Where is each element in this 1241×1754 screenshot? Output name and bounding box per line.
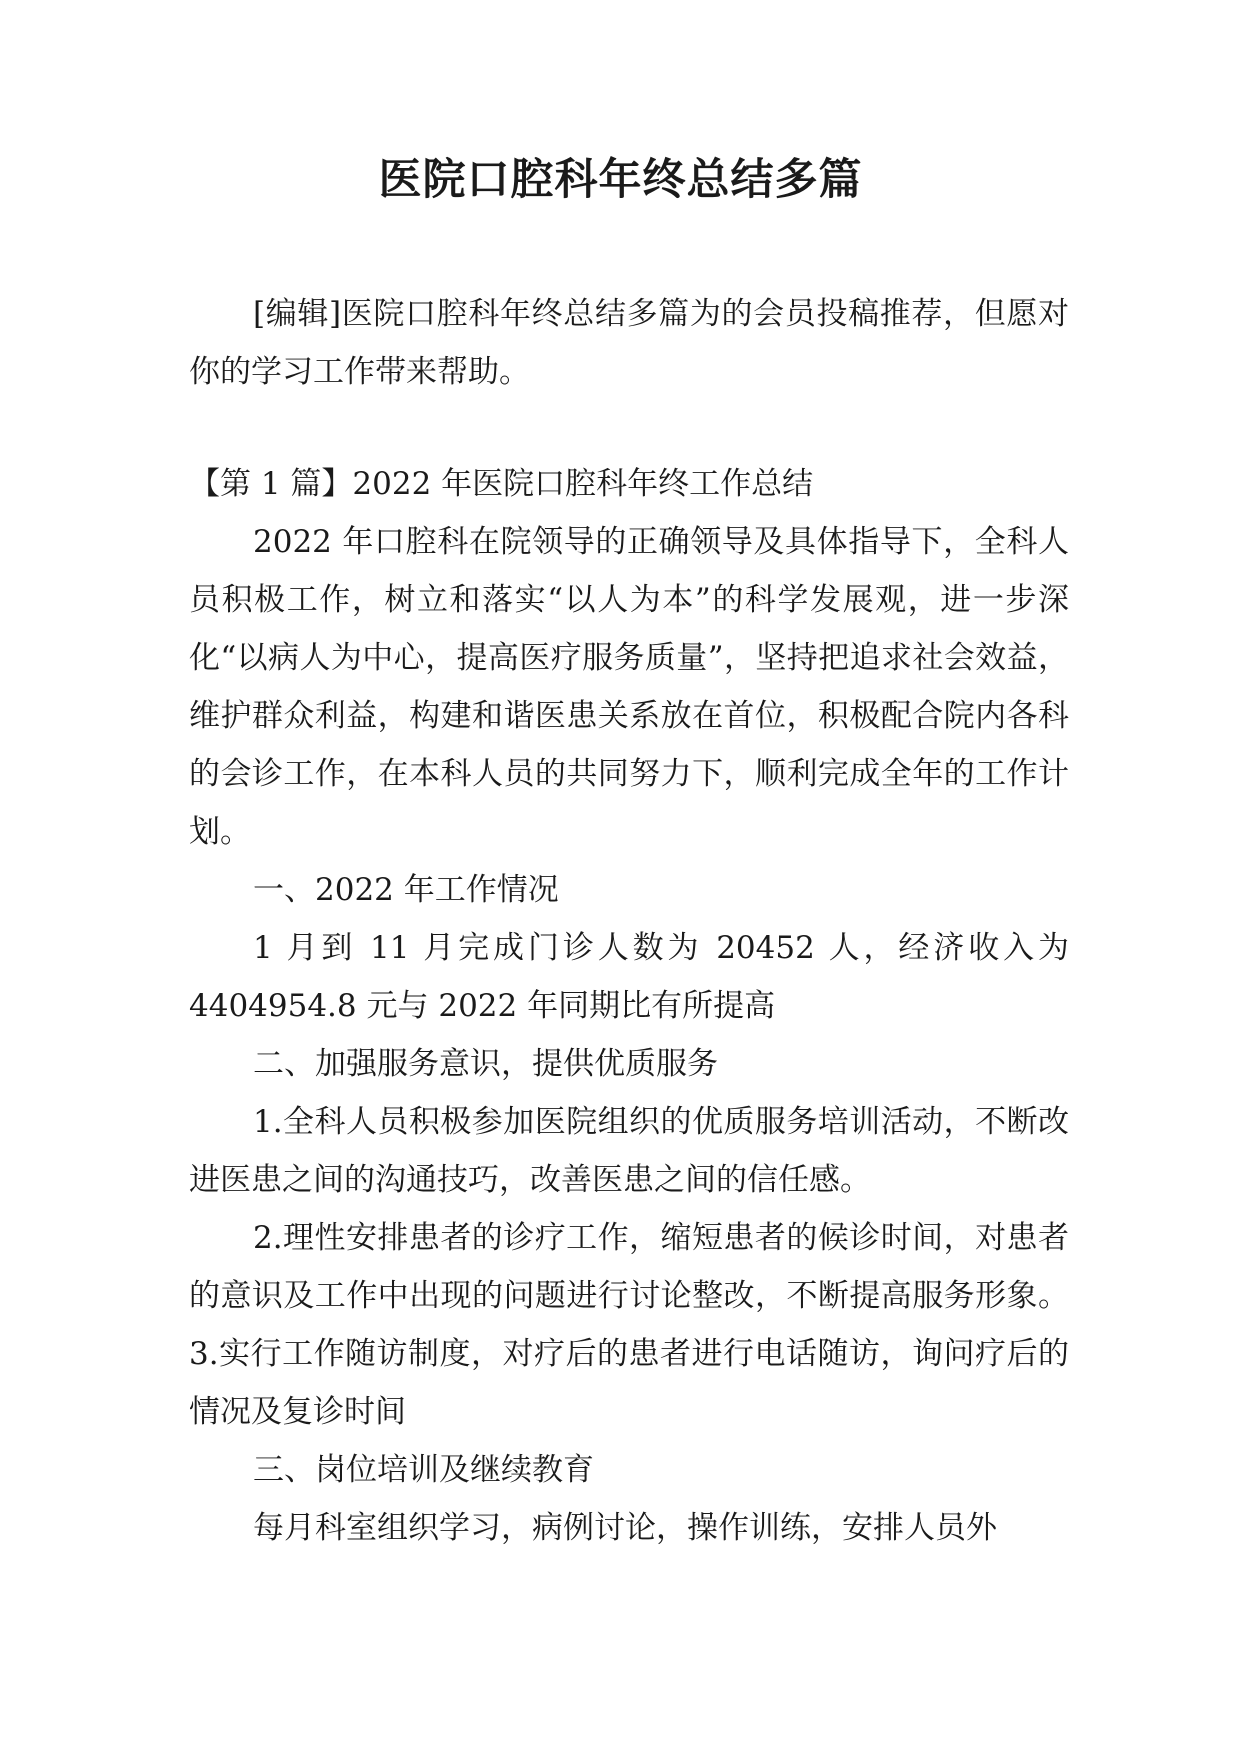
paragraph-item-1: 1.全科人员积极参加医院组织的优质服务培训活动，不断改进医患之间的沟通技巧，改善医患之间的信任感。 (189, 1104, 1069, 1198)
section-heading-3: 三、岗位培训及继续教育 (253, 1452, 594, 1488)
article-body (189, 455, 1069, 1557)
paragraph-training: 每月科室组织学习，病例讨论，操作训练，安排人员外 (253, 1510, 997, 1546)
section-heading-1: 一、2022 年工作情况 (253, 872, 559, 908)
paragraph-summary: 2022 年口腔科在院领导的正确领导及具体指导下，全科人员积极工作，树立和落实“以人为本”的科学发展观，进一步深化“以病人为中心，提高医疗服务质量”，坚持把追求社会效益，维护群众利益，构建和谐医患关系放在首位，积极配合院内各科的会诊工作，在本科人员的共同努力下，顺利完成全年的工作计划。 (189, 524, 1069, 850)
article-heading: 【第 1 篇】2022 年医院口腔科年终工作总结 (189, 466, 814, 502)
section-heading-2: 二、加强服务意识，提供优质服务 (253, 1046, 718, 1082)
paragraph-outpatient-stats: 1 月到 11 月完成门诊人数为 20452 人，经济收入为4404954.8 元与 2022 年同期比有所提高 (189, 930, 1069, 1024)
document-title: 医院口腔科年终总结多篇 (378, 155, 863, 205)
paragraph-item-2-3: 2.理性安排患者的诊疗工作，缩短患者的候诊时间，对患者的意识及工作中出现的问题进行讨论整改，不断提高服务形象。3.实行工作随访制度，对疗后的患者进行电话随访，询问疗后的情况及复诊时间 (189, 1220, 1069, 1430)
intro-paragraph: [编辑]医院口腔科年终总结多篇为的会员投稿推荐，但愿对你的学习工作带来帮助。 (189, 296, 1069, 390)
